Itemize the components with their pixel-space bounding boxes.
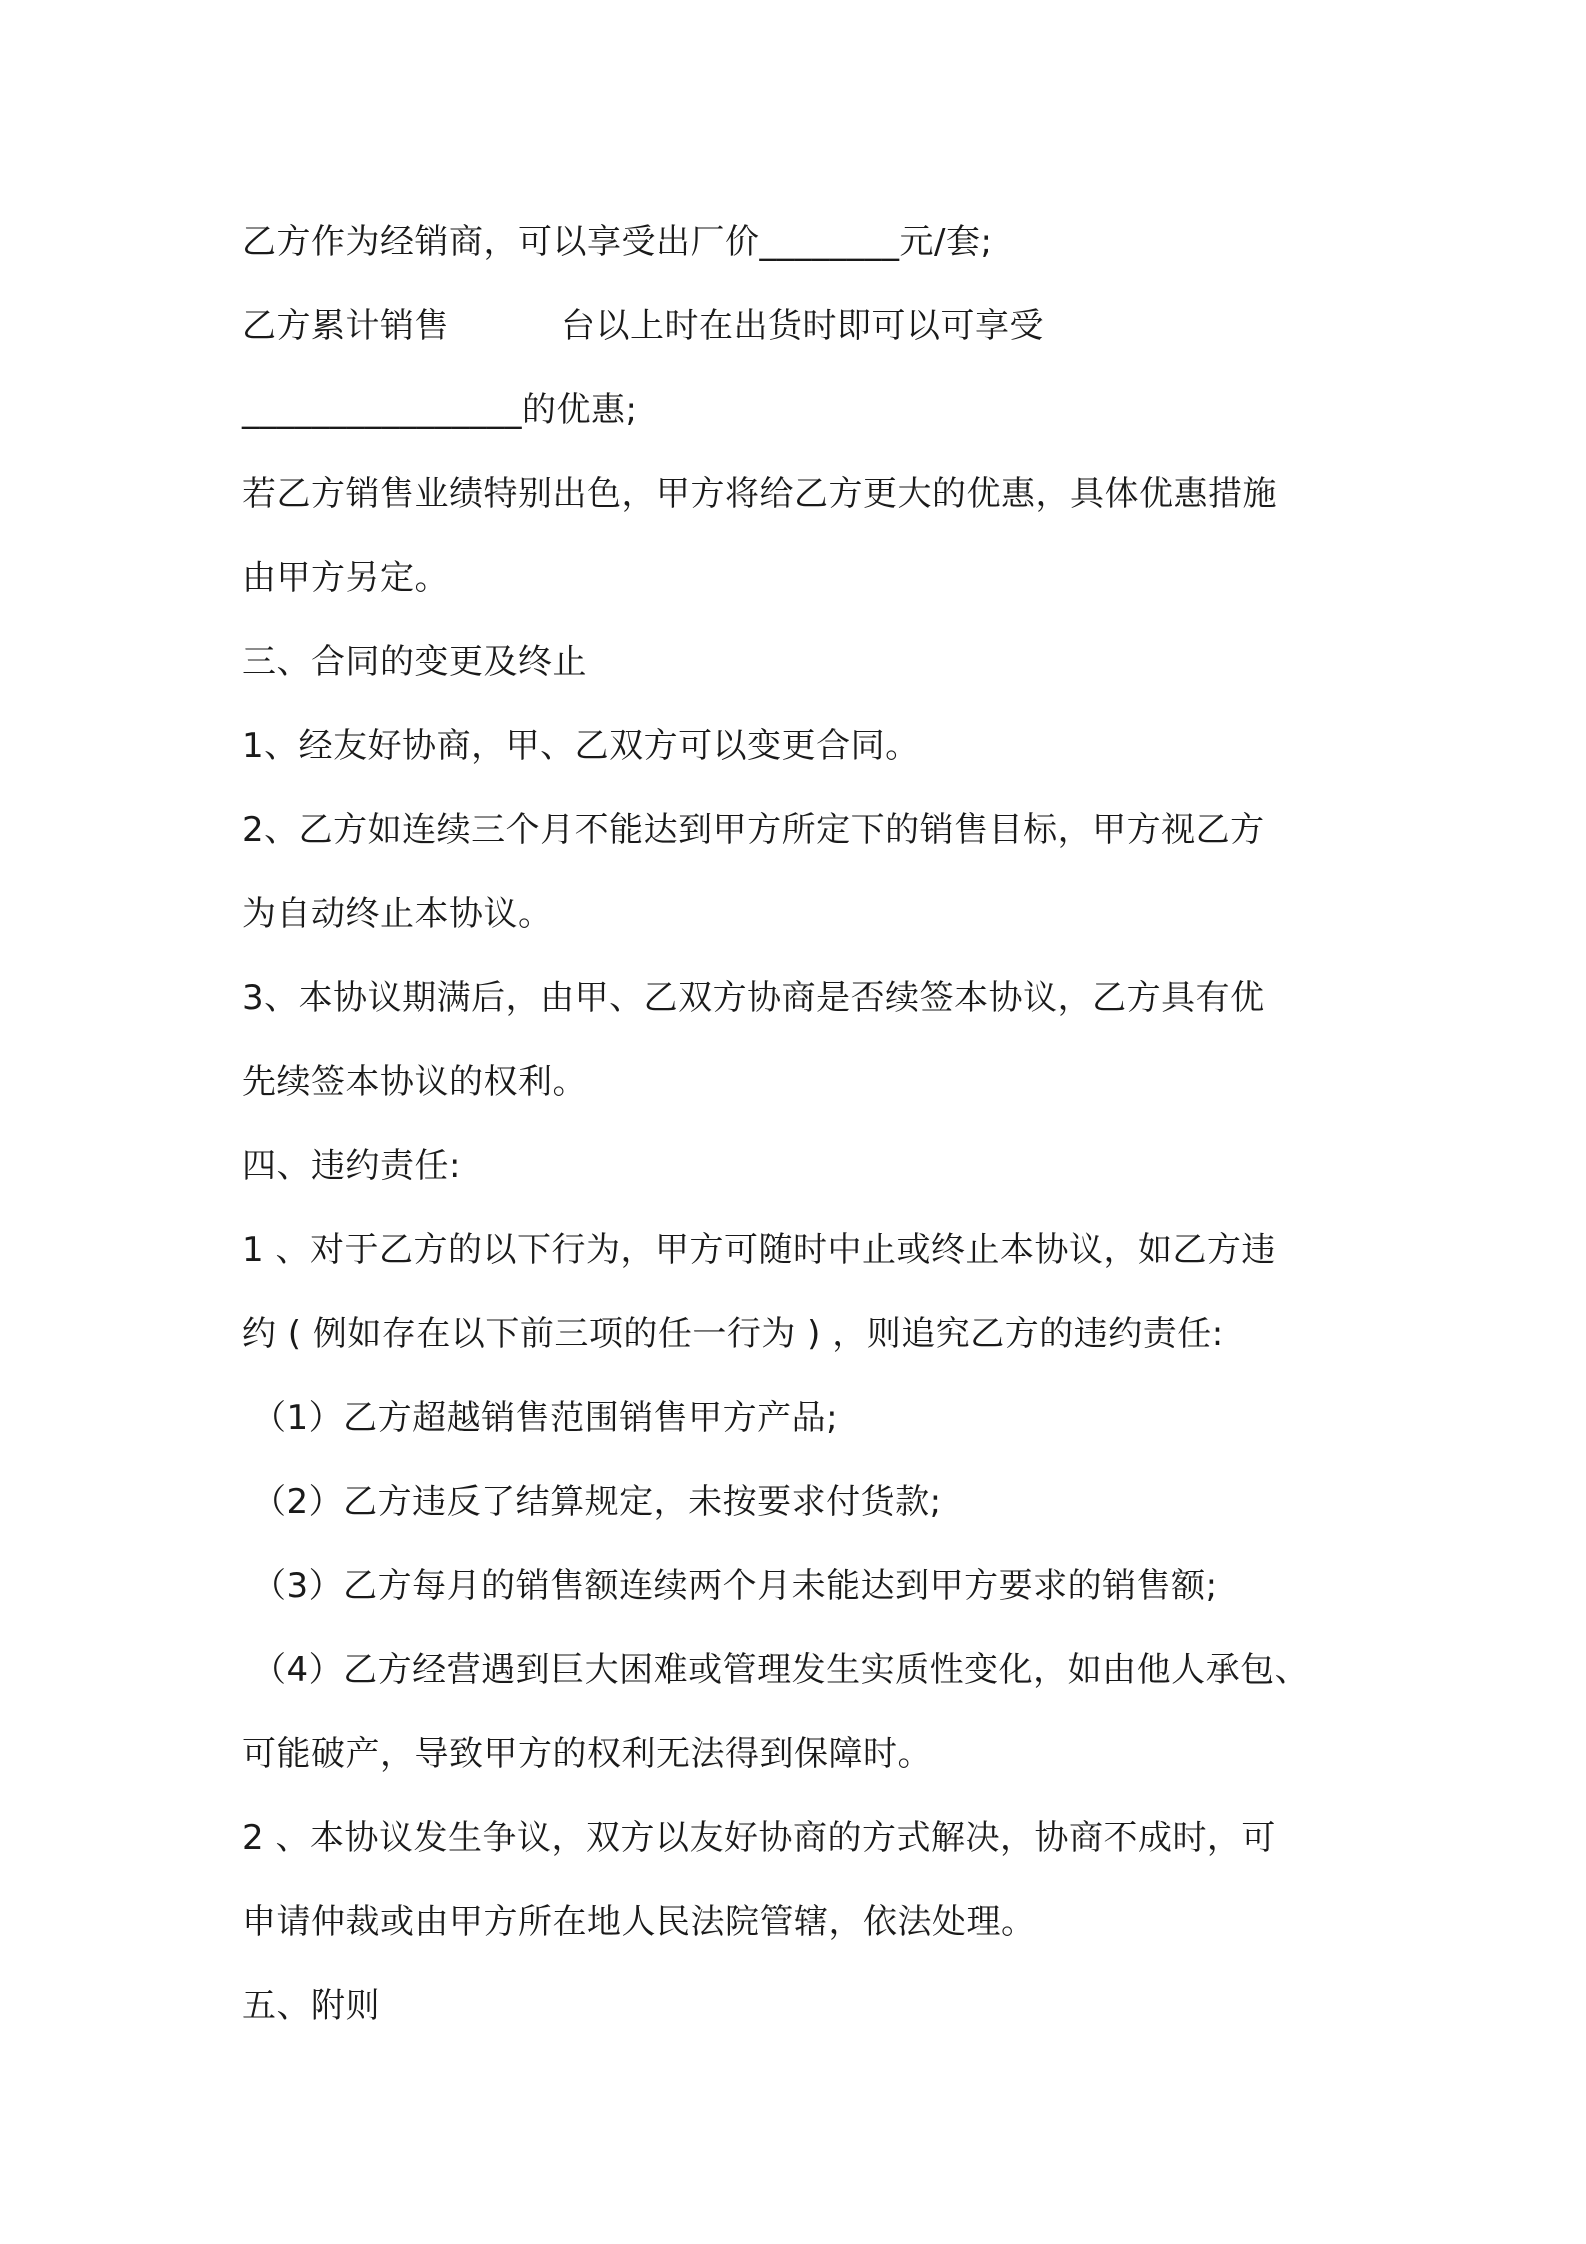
text-line: 约 ( 例如存在以下前三项的任一行为 ) ，则追究乙方的违约责任: [242,1314,1224,1354]
section-heading: 三、合同的变更及终止 [242,642,587,682]
text-line: 3、本协议期满后，由甲、乙双方协商是否续签本协议，乙方具有优 [242,978,1265,1018]
list-item: （1）乙方超越销售范围销售甲方产品; [252,1398,839,1438]
text-line: 2、乙方如连续三个月不能达到甲方所定下的销售目标，甲方视乙方 [242,810,1265,850]
text-line: 申请仲裁或由甲方所在地人民法院管辖，依法处理。 [242,1902,1036,1942]
section-heading: 五、附则 [242,1986,380,2026]
text-line: 1、经友好协商，甲、乙双方可以变更合同。 [242,726,920,766]
text-line: 可能破产，导致甲方的权利无法得到保障时。 [242,1734,932,1774]
list-item: （2）乙方违反了结算规定，未按要求付货款; [252,1482,942,1522]
document-body [242,200,1372,2048]
list-item: （3）乙方每月的销售额连续两个月未能达到甲方要求的销售额; [252,1566,1218,1606]
section-heading: 四、违约责任: [242,1146,461,1186]
text-line: 2 、本协议发生争议，双方以友好协商的方式解决，协商不成时，可 [242,1818,1276,1858]
text-segment: 乙方累计销售 [242,306,449,346]
text-line [242,284,1372,368]
text-line: 1 、对于乙方的以下行为，甲方可随时中止或终止本协议，如乙方违 [242,1230,1276,1270]
text-line: 若乙方销售业绩特别出色，甲方将给乙方更大的优惠，具体优惠措施 [242,474,1277,514]
text-line: 乙方作为经销商，可以享受出厂价________元/套; [242,222,993,262]
text-line: 先续签本协议的权利。 [242,1062,587,1102]
text-line: 为自动终止本协议。 [242,894,553,934]
text-segment: 台以上时在出货时即可以可享受 [561,306,1044,346]
text-line: 由甲方另定。 [242,558,449,598]
text-line: ________________的优惠; [242,390,638,430]
list-item: （4）乙方经营遇到巨大困难或管理发生实质性变化，如由他人承包、 [252,1650,1310,1690]
